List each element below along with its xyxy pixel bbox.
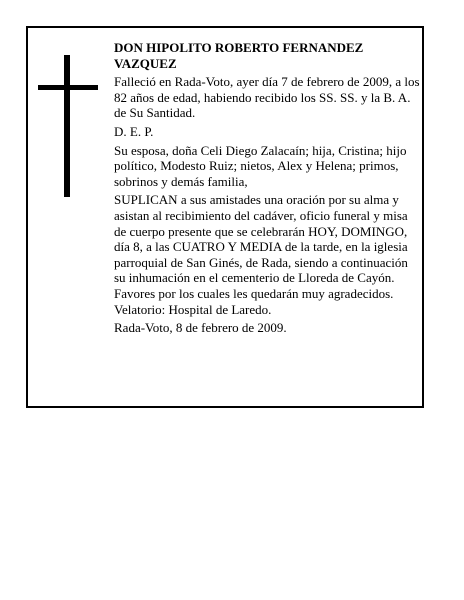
cross-icon-horizontal-bar <box>38 85 98 90</box>
place-and-date: Rada-Voto, 8 de febrero de 2009. <box>114 320 287 336</box>
deceased-name: DON HIPOLITO ROBERTO FERNANDEZ VAZQUEZ <box>114 40 364 71</box>
obituary-text <box>114 40 422 339</box>
death-statement: Falleció en Rada-Voto, ayer día 7 de febrero de 2009, a los 82 años de edad, habiendo recibido los SS. SS. y la B. A. de Su Santidad. <box>114 74 420 121</box>
cross-icon-vertical-bar <box>64 55 70 197</box>
family-members: Su esposa, doña Celi Diego Zalacaín; hija, Cristina; hijo político, Modesto Ruiz; nietos, Alex y Helena; primos, sobrinos y demás familia, <box>114 142 407 189</box>
funeral-request: SUPLICAN a sus amistades una oración por su alma y asistan al recibimiento del cadáver, oficio funeral y misa de cuerpo presente que se celebrarán HOY, DOMINGO, día 8, a las CUATRO Y MEDIA de la tarde, en la iglesia parroquial de San Ginés, de Rada, siendo a continuación su inhumación en el cementerio de Lloreda de Cayón. Favores por los cuales les quedarán muy agradecidos. Velatorio: Hospital de Laredo. <box>114 192 408 317</box>
rest-in-peace: D. E. P. <box>114 123 154 139</box>
